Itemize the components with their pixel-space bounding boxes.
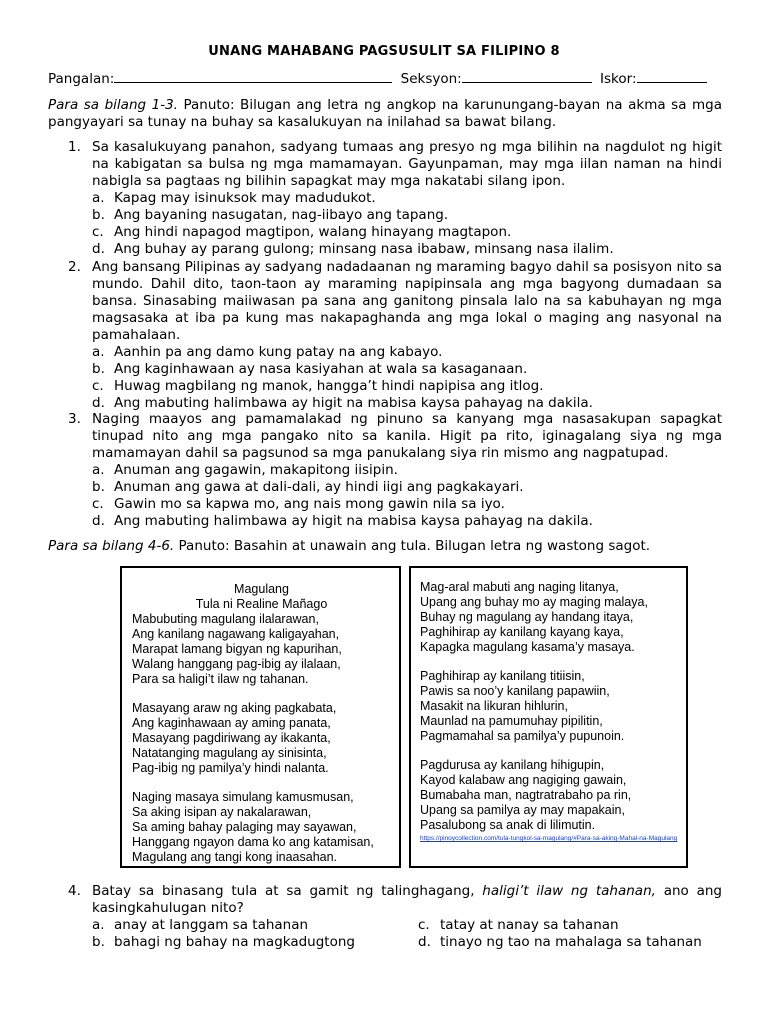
choice-c[interactable] bbox=[92, 496, 722, 513]
question-4 bbox=[48, 883, 722, 951]
poem-line: Pagdurusa ay kanilang hihigupin, bbox=[420, 758, 605, 772]
choice-letter: d. bbox=[92, 241, 105, 257]
poem-stanza bbox=[420, 580, 678, 655]
question-stem: Naging maayos ang pamamalakad ng pinuno sa kanyang mga nasasakupan sapagkat tinupad nito ang mga pangako nito sa kanila. Higit pa rito, iginagalang siya ng mga mamamayan dahil sa pagsunod sa mga panukalang siya rin mismo ang nagpatupad. bbox=[92, 411, 722, 461]
choice-text: Huwag magbilang ng manok, hangga’t hindi napipisa ang itlog. bbox=[114, 378, 544, 394]
choice-text: Ang buhay ay parang gulong; minsang nasa ibabaw, minsang nasa ilalim. bbox=[114, 241, 614, 257]
poem-line: Bumabaha man, nagtratrabaho pa rin, bbox=[420, 788, 632, 802]
poem-line: Magulang ang tangi kong inaasahan. bbox=[132, 850, 338, 864]
choice-letter: a. bbox=[92, 190, 105, 206]
choice-text: Ang mabuting halimbawa ay higit na mabisa kaysa pahayag na dakila. bbox=[114, 513, 593, 529]
stanza-gap bbox=[420, 744, 678, 758]
choice-c[interactable] bbox=[92, 224, 722, 241]
choice-a[interactable] bbox=[92, 190, 722, 207]
stanza-gap bbox=[420, 655, 678, 669]
choice-text: Ang mabuting halimbawa ay higit na mabisa kaysa pahayag na dakila. bbox=[114, 395, 593, 411]
stanza-gap bbox=[132, 687, 391, 701]
choice-b[interactable] bbox=[92, 479, 722, 496]
choice-letter: b. bbox=[92, 934, 105, 950]
poem-line: Mag-aral mabuti ang naging litanya, bbox=[420, 580, 619, 594]
choice-letter: a. bbox=[92, 917, 105, 933]
poem-line: Maunlad na pamumuhay pipilitin, bbox=[420, 714, 603, 728]
choice-letter: a. bbox=[92, 462, 105, 478]
score-label: Iskor: bbox=[600, 71, 637, 87]
choice-text: tinayo ng tao na mahalaga sa tahanan bbox=[440, 934, 702, 950]
exam-title: UNANG MAHABANG PAGSUSULIT SA FILIPINO 8 bbox=[208, 44, 560, 59]
student-fields bbox=[48, 70, 720, 87]
choice-text: tatay at nanay sa tahanan bbox=[440, 917, 619, 933]
question-number: 4. bbox=[68, 883, 81, 899]
choice-text: Kapag may isinuksok may madudukot. bbox=[114, 190, 376, 206]
poem-stanza bbox=[132, 612, 391, 687]
choice-text: Anuman ang gagawin, makapitong iisipin. bbox=[114, 462, 398, 478]
choice-d[interactable] bbox=[92, 513, 722, 530]
choice-c[interactable] bbox=[418, 917, 619, 934]
name-blank[interactable] bbox=[114, 70, 392, 83]
choice-letter: c. bbox=[92, 378, 104, 394]
stem-idiom: haligi’t ilaw ng tahanan, bbox=[482, 883, 656, 899]
poem-line: Sa aking isipan ay nakalarawan, bbox=[132, 805, 312, 819]
question-stem: Sa kasalukuyang panahon, sadyang tumaas ang presyo ng mga bilihin na nagdulot ng higit na kabigatan sa bulsa ng mga mamamayan. Gayunpaman, may mga iilan naman na hindi nabigla sa pagtaas ng bilihin sapagkat may mga nakatabi silang ipon. bbox=[92, 139, 722, 189]
part2-label: Para sa bilang 4-6. bbox=[48, 538, 175, 554]
poem-box-left bbox=[120, 566, 401, 868]
stem-text: Batay sa binasang tula at sa gamit ng talinghagang, bbox=[92, 883, 483, 899]
poem-line: Pagmamahal sa pamilya’y pupunoin. bbox=[420, 729, 625, 743]
poem-line: Upang ang buhay mo ay maging malaya, bbox=[420, 595, 648, 609]
question-number: 3. bbox=[68, 411, 81, 427]
poem-stanza bbox=[132, 790, 391, 865]
choice-text: bahagi ng bahay na magkadugtong bbox=[114, 934, 355, 950]
choice-letter: b. bbox=[92, 207, 105, 223]
stem-text: ano ang kasingkahulugan nito? bbox=[92, 883, 722, 916]
score-blank[interactable] bbox=[637, 70, 707, 83]
section-blank[interactable] bbox=[462, 70, 592, 83]
choice-letter: c. bbox=[92, 224, 104, 240]
choice-a[interactable] bbox=[92, 462, 722, 479]
poem-line: Kapagka magulang kasama’y masaya. bbox=[420, 640, 635, 654]
poem-line: Natatanging magulang ay sinisinta, bbox=[132, 746, 327, 760]
poem-source-link[interactable]: https://pinoycollection.com/tula-tungkol-sa-magulang/#Para-sa-aking-Mahal-na-Magulang bbox=[420, 835, 678, 842]
choice-letter: d. bbox=[92, 395, 105, 411]
choice-letter: d. bbox=[418, 934, 431, 950]
choice-text: Anuman ang gawa at dali-dali, ay hindi iigi ang pagkakayari. bbox=[114, 479, 524, 495]
poem-line: Pasalubong sa anak di lilimutin. bbox=[420, 818, 596, 832]
part1-text: Panuto: Bilugan ang letra ng angkop na karunungang-bayan na akma sa mga pangyayari sa tunay na buhay sa kasalukuyan na inilahad sa bawat bilang. bbox=[48, 97, 722, 130]
choice-b[interactable] bbox=[92, 361, 722, 378]
name-label: Pangalan: bbox=[48, 71, 115, 87]
poem-line: Pag-ibig ng pamilya’y hindi nalanta. bbox=[132, 761, 329, 775]
part2-instructions bbox=[48, 538, 722, 555]
poem-title: Magulang bbox=[234, 582, 289, 596]
choice-letter: d. bbox=[92, 513, 105, 529]
choice-letter: a. bbox=[92, 344, 105, 360]
poem-line: Walang hanggang pag-ibig ay ilalaan, bbox=[132, 657, 341, 671]
choice-text: anay at langgam sa tahanan bbox=[114, 917, 309, 933]
poem-author: Tula ni Realine Mañago bbox=[195, 597, 328, 611]
poem-left-stanzas bbox=[132, 612, 391, 865]
poem-line: Ang kaginhawaan ay aming panata, bbox=[132, 716, 331, 730]
question-3 bbox=[48, 411, 722, 530]
part1-label: Para sa bilang 1-3. bbox=[48, 97, 178, 113]
choice-text: Ang kaginhawaan ay nasa kasiyahan at wala sa kasaganaan. bbox=[114, 361, 528, 377]
poem-line: Paghihirap ay kanilang titiisin, bbox=[420, 669, 585, 683]
poem-line: Hanggang ngayon dama ko ang katamisan, bbox=[132, 835, 374, 849]
part2-text: Panuto: Basahin at unawain ang tula. Bilugan letra ng wastong sagot. bbox=[174, 538, 651, 554]
choice-letter: b. bbox=[92, 361, 105, 377]
choice-text: Ang bayaning nasugatan, nag-iibayo ang tapang. bbox=[114, 207, 449, 223]
poem-line: Naging masaya simulang kamusmusan, bbox=[132, 790, 354, 804]
choice-a[interactable] bbox=[92, 917, 308, 934]
question-number: 1. bbox=[68, 139, 81, 155]
poem-line: Marapat lamang bigyan ng kapurihan, bbox=[132, 642, 342, 656]
choice-b[interactable] bbox=[92, 934, 355, 951]
stanza-gap bbox=[132, 776, 391, 790]
section-label: Seksyon: bbox=[400, 71, 462, 87]
poem-box-right bbox=[409, 566, 688, 868]
choice-letter: c. bbox=[418, 917, 430, 933]
poem-line: Masayang pagdiriwang ay ikakanta, bbox=[132, 731, 331, 745]
poem-line: Pawis sa noo’y kanilang papawiin, bbox=[420, 684, 610, 698]
choice-letter: b. bbox=[92, 479, 105, 495]
poem-line: Buhay ng magulang ay handang itaya, bbox=[420, 610, 634, 624]
choice-b[interactable] bbox=[92, 207, 722, 224]
choice-text: Aanhin pa ang damo kung patay na ang kabayo. bbox=[114, 344, 443, 360]
poem-stanza bbox=[420, 669, 678, 744]
question-1 bbox=[48, 139, 722, 258]
poem-line: Kayod kalabaw ang nagiging gawain, bbox=[420, 773, 627, 787]
choice-c[interactable] bbox=[92, 378, 722, 395]
poem-stanza bbox=[420, 758, 678, 833]
choice-text: Gawin mo sa kapwa mo, ang nais mong gawin nila sa iyo. bbox=[114, 496, 505, 512]
question-2 bbox=[48, 259, 722, 412]
poem-line: Para sa haligi’t ilaw ng tahanan. bbox=[132, 672, 309, 686]
choice-d[interactable] bbox=[92, 241, 722, 258]
choice-letter: c. bbox=[92, 496, 104, 512]
choice-d[interactable] bbox=[418, 934, 702, 951]
poem-line: Mabubuting magulang ilalarawan, bbox=[132, 612, 319, 626]
poem-line: Paghihirap ay kanilang kayang kaya, bbox=[420, 625, 624, 639]
choice-d[interactable] bbox=[92, 395, 722, 412]
poem-line: Upang sa pamilya ay may mapakain, bbox=[420, 803, 625, 817]
choice-a[interactable] bbox=[92, 344, 722, 361]
poem-right-stanzas bbox=[420, 580, 678, 833]
question-stem: Ang bansang Pilipinas ay sadyang nadadaanan ng maraming bagyo dahil sa posisyon nito sa mundo. Dahil dito, taon-taon ay maraming napipinsala ang mga bagyong dumadaan sa bansa. Sinasabing maiiwasan pa sana ang ganitong pinsala lalo na sa kabuhayan ng mga magsasaka at iba pa kung mas nakapaghanda ang mga lokal o maging ang nasyonal na pamahalaan. bbox=[92, 259, 722, 343]
part1-instructions bbox=[48, 97, 722, 131]
poem-line: Masayang araw ng aking pagkabata, bbox=[132, 701, 337, 715]
poem-line: Masakit na likuran hihlurin, bbox=[420, 699, 568, 713]
poem-line: Ang kanilang nagawang kaligayahan, bbox=[132, 627, 340, 641]
question-stem bbox=[92, 883, 722, 917]
question-number: 2. bbox=[68, 259, 81, 275]
poem-stanza bbox=[132, 701, 391, 776]
choice-text: Ang hindi napagod magtipon, walang hinayang magtapon. bbox=[114, 224, 512, 240]
poem-line: Sa aming bahay palaging may sayawan, bbox=[132, 820, 357, 834]
